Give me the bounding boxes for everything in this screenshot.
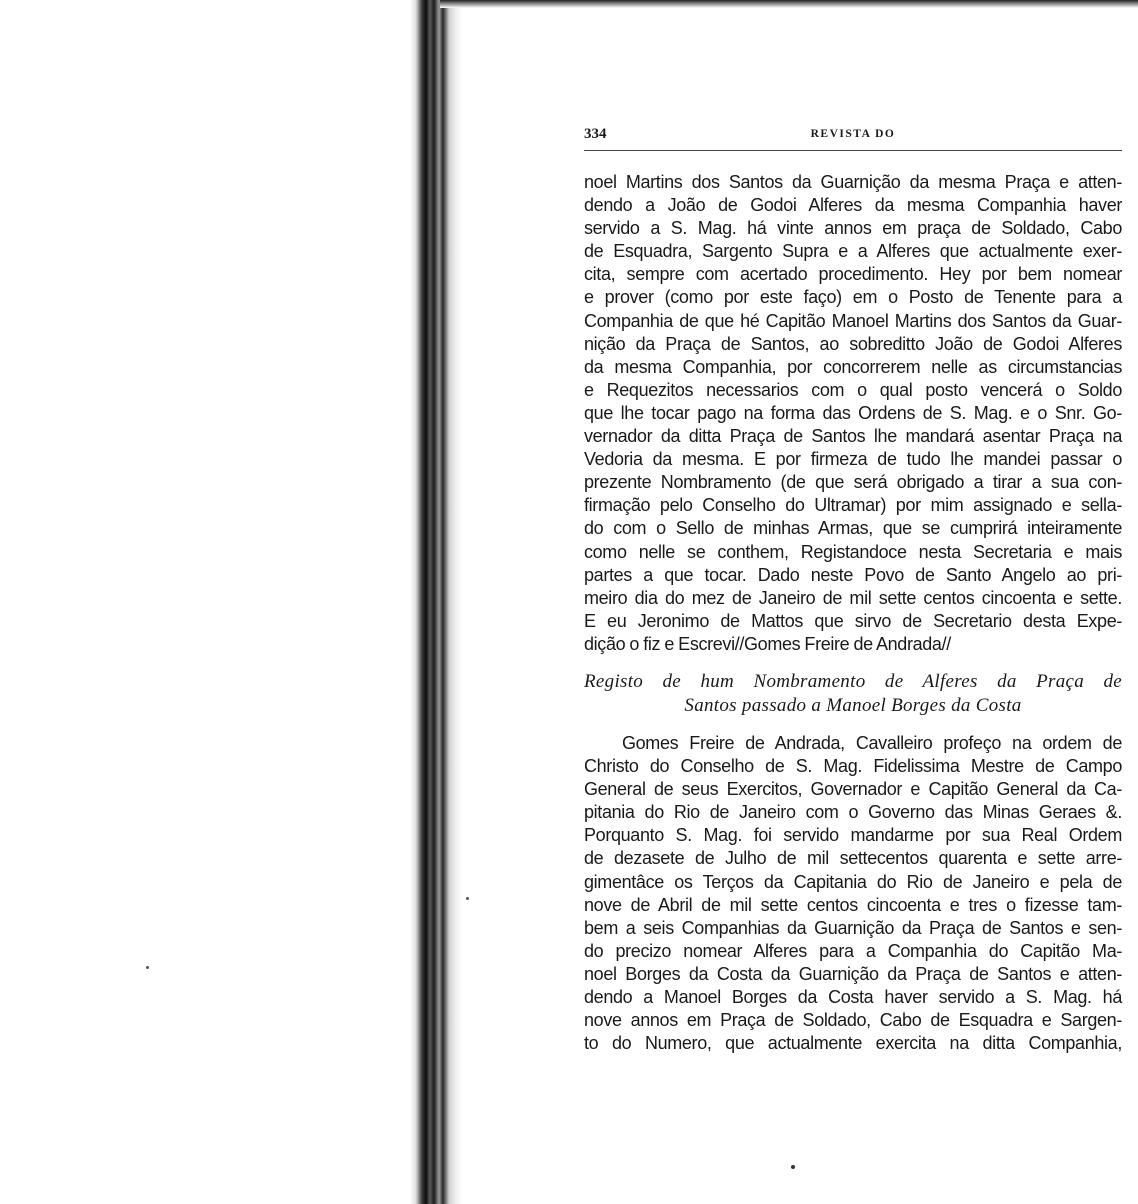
heading-line: Registo de hum Nombramento de Alferes da Praça de xyxy=(584,670,1122,692)
running-title: REVISTA DO xyxy=(810,128,896,140)
paper-speck xyxy=(146,966,149,969)
blank-facing-page xyxy=(0,0,418,1204)
text-line: firmação pelo Conselho do Ultramar) por mim assignado e sella- xyxy=(584,495,1122,516)
text-line: gimentâce os Terços da Capitania do Rio de Janeiro e pela de xyxy=(584,871,1122,892)
text-line: meiro dia do mez de Janeiro de mil sette centos cincoenta e sette. xyxy=(584,587,1122,608)
text-line: dendo a Manoel Borges da Costa haver servido a S. Mag. há xyxy=(584,987,1122,1007)
text-line: dendo a João de Godoi Alferes da mesma Companhia haver xyxy=(584,195,1122,216)
text-line: Companhia de que hé Capitão Manoel Martins dos Santos da Guar- xyxy=(584,310,1122,331)
text-line: do precizo nomear Alferes para a Companhia do Capitão Ma- xyxy=(584,940,1122,961)
text-line: partes a que tocar. Dado neste Povo de Santo Angelo ao pri- xyxy=(584,564,1122,585)
text-line: Vedoria da mesma. E por firmeza de tudo lhe mandei passar o xyxy=(584,449,1122,470)
text-line: nição da Praça de Santos, ao sobreditto João de Godoi Alferes xyxy=(584,333,1122,354)
text-line: vernador da ditta Praça de Santos lhe mandará asentar Praça na xyxy=(584,426,1122,447)
text-line: bem a seis Companhias da Guarnição da Praça de Santos e sen- xyxy=(584,917,1122,938)
section-heading xyxy=(584,670,1122,718)
text-line: de dezasete de Julho de mil settecentos quarenta e sette arre- xyxy=(584,848,1122,869)
heading-line: Santos passado a Manoel Borges da Costa xyxy=(684,694,1022,716)
paper-speck xyxy=(466,897,469,900)
text-line: Gomes Freire de Andrada, Cavalleiro profeço na ordem de xyxy=(622,732,1122,753)
text-line: e prover (como por este faço) em o Posto de Tenente para a xyxy=(584,287,1122,308)
paragraph-1 xyxy=(584,171,1122,656)
text-line: dição o fiz e Escrevi//Gomes Freire de Andrada// xyxy=(584,633,951,654)
book-gutter xyxy=(410,0,462,1204)
text-line: noel Martins dos Santos da Guarnição da mesma Praça e atten- xyxy=(584,172,1122,192)
text-line: e Requezitos necessarios com o qual posto vencerá o Soldo xyxy=(584,379,1122,400)
text-line: noel Borges da Costa da Guarnição da Praça de Santos e atten- xyxy=(584,963,1122,984)
text-line: pitania do Rio de Janeiro com o Governo das Minas Geraes &. xyxy=(584,802,1122,823)
running-head xyxy=(584,122,1122,151)
paragraph-2 xyxy=(584,732,1122,1055)
text-line: prezente Nombramento (de que será obrigado a tirar a sua con- xyxy=(584,472,1122,493)
text-line: to do Numero, que actualmente exercita na ditta Companhia, xyxy=(584,1033,1122,1054)
text-line: nove de Abril de mil sette centos cincoenta e tres o fizesse tam- xyxy=(584,894,1122,915)
text-line: Christo do Conselho de S. Mag. Fidelissima Mestre de Campo xyxy=(584,756,1122,777)
page-top-shadow xyxy=(440,0,1138,8)
text-line: cita, sempre com acertado procedimento. Hey por bem nomear xyxy=(584,264,1122,285)
text-line: servido a S. Mag. há vinte annos em praça de Soldado, Cabo xyxy=(584,218,1122,239)
text-line: da mesma Companhia, por concorrerem nelle as circumstancias xyxy=(584,356,1122,377)
text-line: Porquanto S. Mag. foi servido mandarme por sua Real Ordem xyxy=(584,825,1122,846)
text-line: E eu Jeronimo de Mattos que sirvo de Secretario desta Expe- xyxy=(584,610,1122,631)
printed-page xyxy=(584,122,1122,1055)
text-line: que lhe tocar pago na forma das Ordens de S. Mag. e o Snr. Go- xyxy=(584,402,1122,423)
text-line: do com o Sello de minhas Armas, que se cumprirá inteiramente xyxy=(584,518,1122,539)
text-line: nove annos em Praça de Soldado, Cabo de Esquadra e Sargen- xyxy=(584,1010,1122,1031)
page-number: 334 xyxy=(584,126,607,142)
text-line: de Esquadra, Sargento Supra e a Alferes que actualmente exer- xyxy=(584,241,1122,262)
paper-speck xyxy=(791,1165,795,1169)
text-line: como nelle se conthem, Registandoce nesta Secretaria e mais xyxy=(584,541,1122,562)
text-line: General de seus Exercitos, Governador e Capitão General da Ca- xyxy=(584,779,1122,800)
